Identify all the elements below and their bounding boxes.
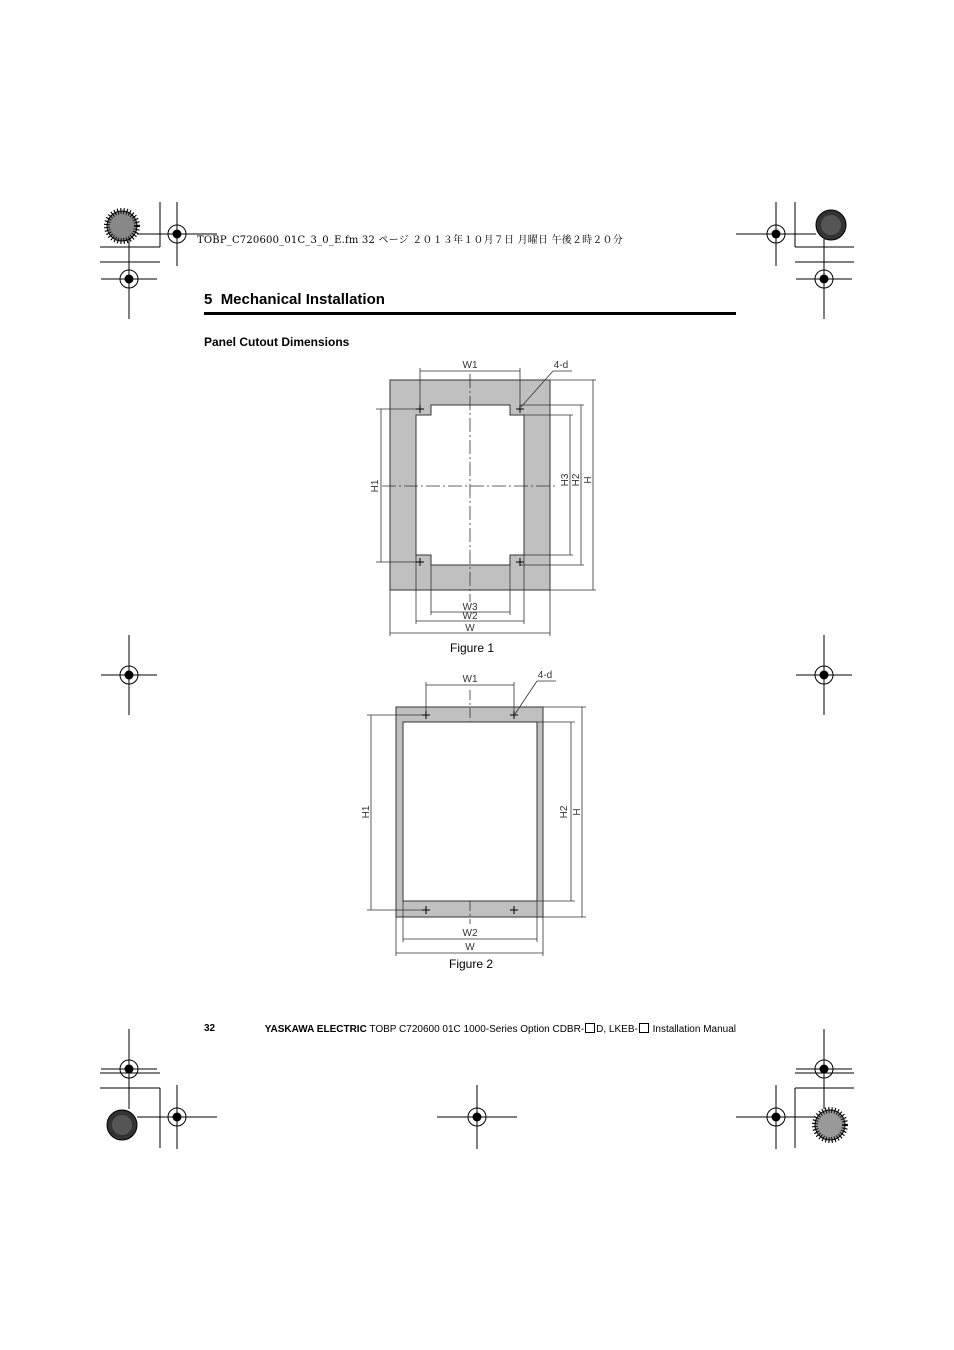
subsection-title: Panel Cutout Dimensions xyxy=(204,335,350,349)
fig2-h-label: H xyxy=(572,808,583,816)
section-number: 5 xyxy=(204,291,213,308)
fig1-h2-label: H2 xyxy=(571,473,582,487)
fig1-w-label: W xyxy=(465,623,475,634)
fig2-h1-label: H1 xyxy=(361,805,372,819)
figure-1-caption: Figure 1 xyxy=(449,641,495,655)
fig1-h1-label: H1 xyxy=(370,479,381,493)
figure-2-mounting-holes xyxy=(422,711,518,914)
fig2-w1-label: W1 xyxy=(462,674,478,685)
fig2-h2-label: H2 xyxy=(559,805,570,819)
footer-doc-part2: D, LKEB- xyxy=(596,1024,638,1035)
fig2-w2-label: W2 xyxy=(462,928,478,939)
fig2-w-label: W xyxy=(465,942,475,953)
fig1-w3-label: W3 xyxy=(462,602,478,613)
placeholder-box-icon xyxy=(639,1023,649,1033)
figure-2-caption: Figure 2 xyxy=(448,957,494,971)
footer-doc-title xyxy=(265,1023,736,1035)
fig1-h3-label: H3 xyxy=(560,473,571,487)
page-number: 32 xyxy=(204,1023,216,1034)
print-header: TOBP_C720600_01C_3_0_E.fm 32 ページ ２０１３年１０月７日 月曜日 午後２時２０分 xyxy=(197,235,623,246)
footer-doc-part1: TOBP C720600 01C 1000-Series Option CDBR- xyxy=(366,1024,585,1035)
footer-doc-part3: Installation Manual xyxy=(649,1024,736,1035)
fig2-4d-label: 4-d xyxy=(537,670,553,681)
fig1-4d-label: 4-d xyxy=(553,360,569,371)
fig1-w2-label: W2 xyxy=(462,611,478,622)
placeholder-box-icon xyxy=(585,1023,595,1033)
section-title: Mechanical Installation xyxy=(220,291,385,308)
fig1-h-label: H xyxy=(583,476,594,484)
fig1-w1-label: W1 xyxy=(462,360,478,371)
figure-2-panel xyxy=(396,707,543,917)
footer-brand: YASKAWA ELECTRIC xyxy=(264,1024,367,1035)
